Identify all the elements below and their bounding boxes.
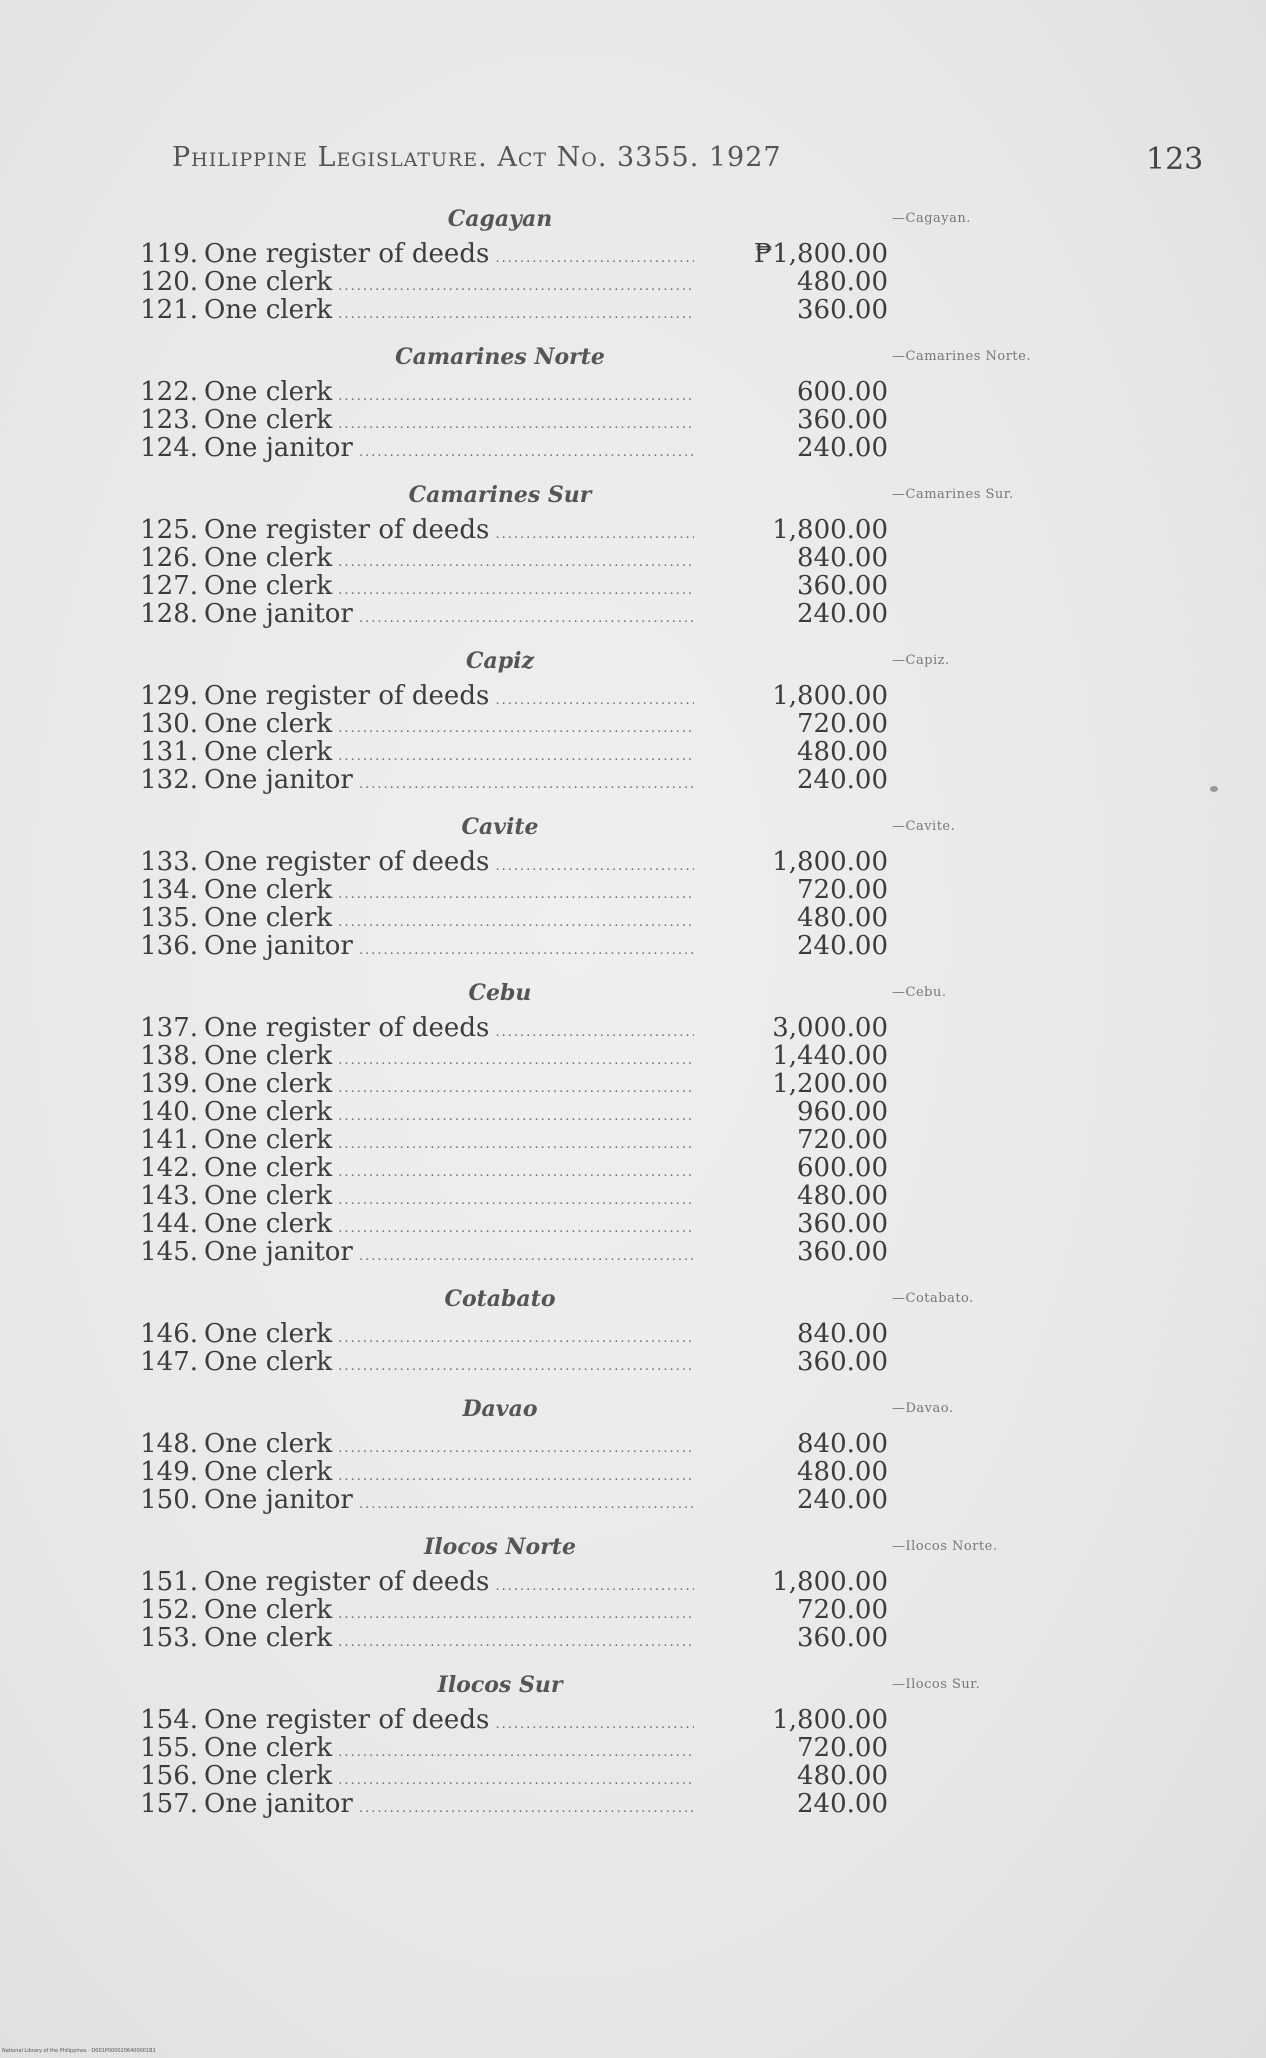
item-number: 130. (140, 709, 198, 739)
margin-note: —Cavite. (892, 819, 956, 834)
salary-amount: 360.00 (797, 1237, 888, 1267)
position-label: One clerk ..... (204, 1126, 694, 1159)
position-label: One clerk ..... (204, 572, 694, 605)
position-row (0, 1762, 1266, 1790)
item-number: 151. (140, 1567, 198, 1597)
position-label: One janitor ..... (204, 766, 694, 799)
salary-amount: 3,000.00 (772, 1013, 888, 1043)
position-label: One janitor ..... (204, 1238, 694, 1271)
position-row (0, 1568, 1266, 1596)
item-number: 131. (140, 737, 198, 767)
margin-note: —Camarines Sur. (892, 487, 1014, 502)
salary-amount: 1,800.00 (772, 681, 888, 711)
province-section (0, 806, 1266, 960)
item-number: 123. (140, 405, 198, 435)
province-section (0, 198, 1266, 324)
item-number: 135. (140, 903, 198, 933)
position-label: One clerk ..... (204, 904, 694, 937)
item-number: 137. (140, 1013, 198, 1043)
item-number: 143. (140, 1181, 198, 1211)
position-label: One clerk ..... (204, 544, 694, 577)
position-label: One clerk ..... (204, 406, 694, 439)
item-number: 139. (140, 1069, 198, 1099)
margin-note: —Cotabato. (892, 1291, 974, 1306)
salary-amount: 240.00 (797, 1485, 888, 1515)
salary-amount: 600.00 (797, 1153, 888, 1183)
province-name: Ilocos Norte (424, 1534, 576, 1560)
position-row (0, 516, 1266, 544)
item-number: 152. (140, 1595, 198, 1625)
position-row (0, 1458, 1266, 1486)
province-section (0, 972, 1266, 1266)
item-number: 132. (140, 765, 198, 795)
position-row (0, 848, 1266, 876)
position-row (0, 1790, 1266, 1818)
item-number: 140. (140, 1097, 198, 1127)
province-heading (0, 806, 1266, 848)
salary-amount: 720.00 (797, 1595, 888, 1625)
item-number: 126. (140, 543, 198, 573)
position-label: One register of deeds ..... (204, 1014, 694, 1047)
salary-amount: 480.00 (797, 1181, 888, 1211)
salary-amount: 480.00 (797, 1457, 888, 1487)
item-number: 136. (140, 931, 198, 961)
province-name: Ilocos Sur (437, 1672, 563, 1698)
position-label: One clerk ..... (204, 378, 694, 411)
salary-amount: ₱1,800.00 (753, 239, 888, 269)
position-row (0, 904, 1266, 932)
item-number: 133. (140, 847, 198, 877)
item-number: 128. (140, 599, 198, 629)
item-number: 149. (140, 1457, 198, 1487)
position-label: One clerk ..... (204, 710, 694, 743)
position-row (0, 682, 1266, 710)
position-label: One clerk ..... (204, 1596, 694, 1629)
position-label: One register of deeds ..... (204, 682, 694, 715)
position-row (0, 1624, 1266, 1652)
salary-amount: 480.00 (797, 737, 888, 767)
position-label: One janitor ..... (204, 932, 694, 965)
salary-amount: 1,800.00 (772, 1705, 888, 1735)
item-number: 146. (140, 1319, 198, 1349)
salary-amount: 1,200.00 (772, 1069, 888, 1099)
position-row (0, 1182, 1266, 1210)
salary-amount: 360.00 (797, 571, 888, 601)
item-number: 124. (140, 433, 198, 463)
salary-amount: 360.00 (797, 1623, 888, 1653)
position-label: One janitor ..... (204, 434, 694, 467)
province-name: Cotabato (444, 1286, 556, 1312)
position-label: One clerk ..... (204, 1042, 694, 1075)
province-name: Capiz (466, 648, 534, 674)
salary-amount: 720.00 (797, 1125, 888, 1155)
margin-note: —Davao. (892, 1401, 954, 1416)
position-label: One register of deeds ..... (204, 1568, 694, 1601)
province-name: Cebu (468, 980, 532, 1006)
position-label: One clerk ..... (204, 1070, 694, 1103)
province-section (0, 1664, 1266, 1818)
item-number: 138. (140, 1041, 198, 1071)
item-number: 120. (140, 267, 198, 297)
position-row (0, 1098, 1266, 1126)
salary-amount: 360.00 (797, 295, 888, 325)
salary-amount: 1,440.00 (772, 1041, 888, 1071)
page-number: 123 (1146, 142, 1204, 177)
province-heading (0, 640, 1266, 682)
position-label: One clerk ..... (204, 738, 694, 771)
item-number: 145. (140, 1237, 198, 1267)
salary-amount: 720.00 (797, 875, 888, 905)
salary-amount: 360.00 (797, 405, 888, 435)
position-label: One clerk ..... (204, 296, 694, 329)
salary-amount: 480.00 (797, 903, 888, 933)
item-number: 127. (140, 571, 198, 601)
position-row (0, 1238, 1266, 1266)
position-row (0, 1706, 1266, 1734)
margin-note: —Ilocos Sur. (892, 1677, 981, 1692)
province-heading (0, 972, 1266, 1014)
province-name: Cagayan (447, 206, 553, 232)
position-row (0, 1126, 1266, 1154)
province-section (0, 336, 1266, 462)
province-heading (0, 1388, 1266, 1430)
position-label: One clerk ..... (204, 1182, 694, 1215)
province-section (0, 474, 1266, 628)
position-label: One register of deeds ..... (204, 1706, 694, 1739)
position-row (0, 1154, 1266, 1182)
salary-amount: 600.00 (797, 377, 888, 407)
position-row (0, 932, 1266, 960)
salary-amount: 240.00 (797, 765, 888, 795)
item-number: 157. (140, 1789, 198, 1819)
province-name: Camarines Norte (395, 344, 605, 370)
salary-amount: 840.00 (797, 1429, 888, 1459)
position-label: One clerk ..... (204, 268, 694, 301)
position-label: One register of deeds ..... (204, 848, 694, 881)
position-row (0, 1596, 1266, 1624)
position-row (0, 1734, 1266, 1762)
province-section (0, 1526, 1266, 1652)
position-row (0, 876, 1266, 904)
margin-note: —Cebu. (892, 985, 947, 1000)
position-label: One clerk ..... (204, 1458, 694, 1491)
position-label: One clerk ..... (204, 1154, 694, 1187)
position-row (0, 406, 1266, 434)
position-label: One clerk ..... (204, 1348, 694, 1381)
province-section (0, 1388, 1266, 1514)
position-row (0, 544, 1266, 572)
salary-amount: 480.00 (797, 1761, 888, 1791)
item-number: 154. (140, 1705, 198, 1735)
position-row (0, 738, 1266, 766)
salary-amount: 840.00 (797, 543, 888, 573)
salary-amount: 720.00 (797, 709, 888, 739)
position-row (0, 766, 1266, 794)
province-heading (0, 474, 1266, 516)
position-row (0, 240, 1266, 268)
item-number: 148. (140, 1429, 198, 1459)
salary-amount: 1,800.00 (772, 1567, 888, 1597)
position-label: One janitor ..... (204, 1486, 694, 1519)
salary-amount: 240.00 (797, 1789, 888, 1819)
item-number: 150. (140, 1485, 198, 1515)
item-number: 129. (140, 681, 198, 711)
province-name: Cavite (461, 814, 539, 840)
province-heading (0, 198, 1266, 240)
position-label: One clerk ..... (204, 876, 694, 909)
salary-amount: 360.00 (797, 1209, 888, 1239)
province-section (0, 1278, 1266, 1376)
item-number: 121. (140, 295, 198, 325)
salary-amount: 240.00 (797, 931, 888, 961)
salary-amount: 720.00 (797, 1733, 888, 1763)
salary-amount: 480.00 (797, 267, 888, 297)
position-row (0, 434, 1266, 462)
position-row (0, 600, 1266, 628)
position-label: One clerk ..... (204, 1734, 694, 1767)
item-number: 142. (140, 1153, 198, 1183)
margin-note: —Camarines Norte. (892, 349, 1031, 364)
position-label: One janitor ..... (204, 600, 694, 633)
salary-amount: 240.00 (797, 599, 888, 629)
province-name: Davao (462, 1396, 538, 1422)
item-number: 147. (140, 1347, 198, 1377)
position-label: One register of deeds ..... (204, 516, 694, 549)
position-row (0, 268, 1266, 296)
item-number: 153. (140, 1623, 198, 1653)
province-name: Camarines Sur (408, 482, 592, 508)
position-row (0, 1042, 1266, 1070)
position-label: One clerk ..... (204, 1320, 694, 1353)
appropriation-list (0, 198, 1266, 1830)
position-label: One clerk ..... (204, 1762, 694, 1795)
salary-amount: 960.00 (797, 1097, 888, 1127)
position-row (0, 1486, 1266, 1514)
item-number: 125. (140, 515, 198, 545)
position-label: One janitor ..... (204, 1790, 694, 1823)
salary-amount: 1,800.00 (772, 515, 888, 545)
position-label: One clerk ..... (204, 1624, 694, 1657)
position-label: One clerk ..... (204, 1430, 694, 1463)
margin-note: —Capiz. (892, 653, 950, 668)
scan-speck (1210, 786, 1218, 792)
position-row (0, 1320, 1266, 1348)
margin-note: —Ilocos Norte. (892, 1539, 998, 1554)
salary-amount: 1,800.00 (772, 847, 888, 877)
position-row (0, 1014, 1266, 1042)
position-row (0, 296, 1266, 324)
item-number: 122. (140, 377, 198, 407)
province-section (0, 640, 1266, 794)
position-row (0, 1210, 1266, 1238)
item-number: 119. (140, 239, 198, 269)
salary-amount: 840.00 (797, 1319, 888, 1349)
item-number: 134. (140, 875, 198, 905)
province-heading (0, 1526, 1266, 1568)
scan-footer: National Library of the Philippines · D001P0000206400001B1 (2, 2048, 156, 2054)
position-row (0, 1070, 1266, 1098)
item-number: 141. (140, 1125, 198, 1155)
province-heading (0, 1278, 1266, 1320)
province-heading (0, 336, 1266, 378)
item-number: 155. (140, 1733, 198, 1763)
salary-amount: 240.00 (797, 433, 888, 463)
item-number: 156. (140, 1761, 198, 1791)
position-row (0, 1348, 1266, 1376)
item-number: 144. (140, 1209, 198, 1239)
position-row (0, 710, 1266, 738)
province-heading (0, 1664, 1266, 1706)
position-row (0, 572, 1266, 600)
running-header: Philippine Legislature. Act No. 3355. 1927 (172, 142, 782, 173)
position-label: One clerk ..... (204, 1098, 694, 1131)
position-row (0, 378, 1266, 406)
position-row (0, 1430, 1266, 1458)
position-label: One register of deeds ..... (204, 240, 694, 273)
salary-amount: 360.00 (797, 1347, 888, 1377)
position-label: One clerk ..... (204, 1210, 694, 1243)
margin-note: —Cagayan. (892, 211, 971, 226)
